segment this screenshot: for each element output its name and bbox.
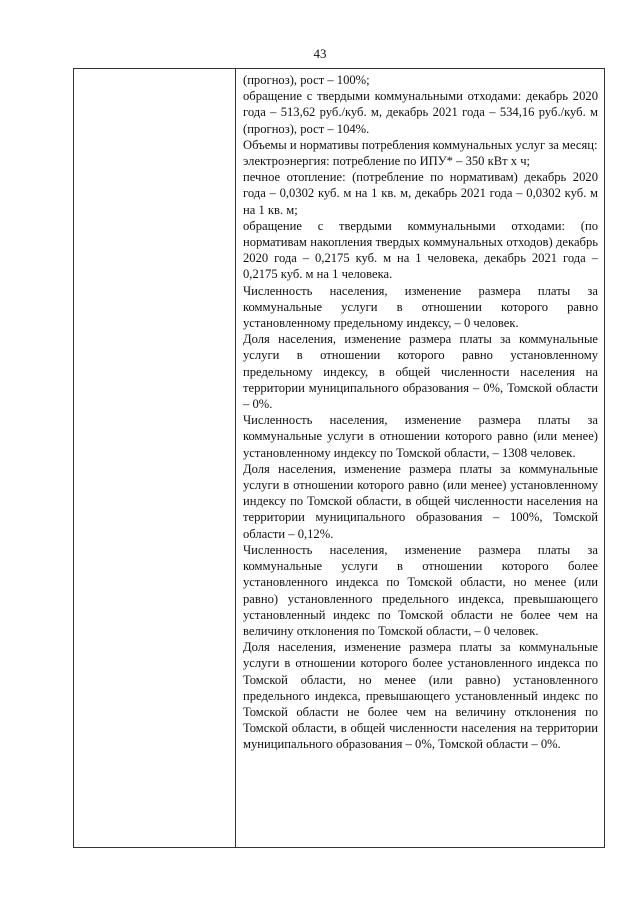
paragraph-population-index-share: Доля населения, изменение размера платы за коммунальные услуги в отношении которого равно (или менее) установленному индексу по Томской области, в общей численности населения на территории муниципального образования – 100%, Томской области – 0,12%.: [243, 461, 598, 541]
left-table-cell: [74, 69, 236, 847]
paragraph-volumes-heading: Объемы и нормативы потребления коммунальных услуг за месяц:: [243, 137, 598, 152]
document-table: [73, 68, 605, 848]
right-table-cell: [236, 69, 604, 847]
paragraph-population-limit-share: Доля населения, изменение размера платы за коммунальные услуги в отношении которого равно установленному предельному индексу, в общей численности населения на территории муниципального образования – 0%, Томской области – 0%.: [243, 332, 598, 412]
paragraph-population-deviation-count: Численность населения, изменение размера платы за коммунальные услуги в отношении которого более установленного индекса по Томской области, но менее (или равно) установленного предельного индекса, превышающего установленный индекс по Томской области не более чем на величину отклонения по Томской области, – 0 человек.: [243, 542, 598, 638]
paragraph-waste-norms: обращение с твердыми коммунальными отходами: (по нормативам накопления твердых коммунальных отходов) декабрь 2020 года – 0,2175 куб. м на 1 человека, декабрь 2021 года – 0,2175 куб. м на 1 человека.: [243, 218, 598, 282]
paragraph-electricity: электроэнергия: потребление по ИПУ* – 350 кВт х ч;: [243, 154, 531, 169]
paragraph-population-index-count: Численность населения, изменение размера платы за коммунальные услуги в отношении которого равно (или менее) установленному индексу по Томской области, – 1308 человек.: [243, 413, 598, 460]
paragraph-population-deviation-share: Доля населения, изменение размера платы за коммунальные услуги в отношении которого более установленного индекса по Томской области, но менее (или равно) установленного предельного индекса, превышающего установленный индекс по Томской области не более чем на величину отклонения по Томской области, в общей численности населения на территории муниципального образования – 0%, Томской области – 0%.: [243, 640, 598, 752]
page-number: 43: [313, 46, 327, 61]
paragraph-waste-tariff: обращение с твердыми коммунальными отходами: декабрь 2020 года – 513,62 руб./куб. м, декабрь 2021 года – 534,16 руб./куб. м (прогноз), рост – 104%.: [243, 89, 598, 136]
paragraph-stove-heating: печное отопление: (потребление по нормативам) декабрь 2020 года – 0,0302 куб. м на 1 кв. м, декабрь 2021 года – 0,0302 куб. м на 1 кв. м;: [243, 170, 598, 217]
paragraph-population-limit-count: Численность населения, изменение размера платы за коммунальные услуги в отношении которого равно установленному предельному индексу, – 0 человек.: [243, 283, 598, 331]
paragraph-forecast-growth: (прогноз), рост – 100%;: [243, 73, 370, 87]
